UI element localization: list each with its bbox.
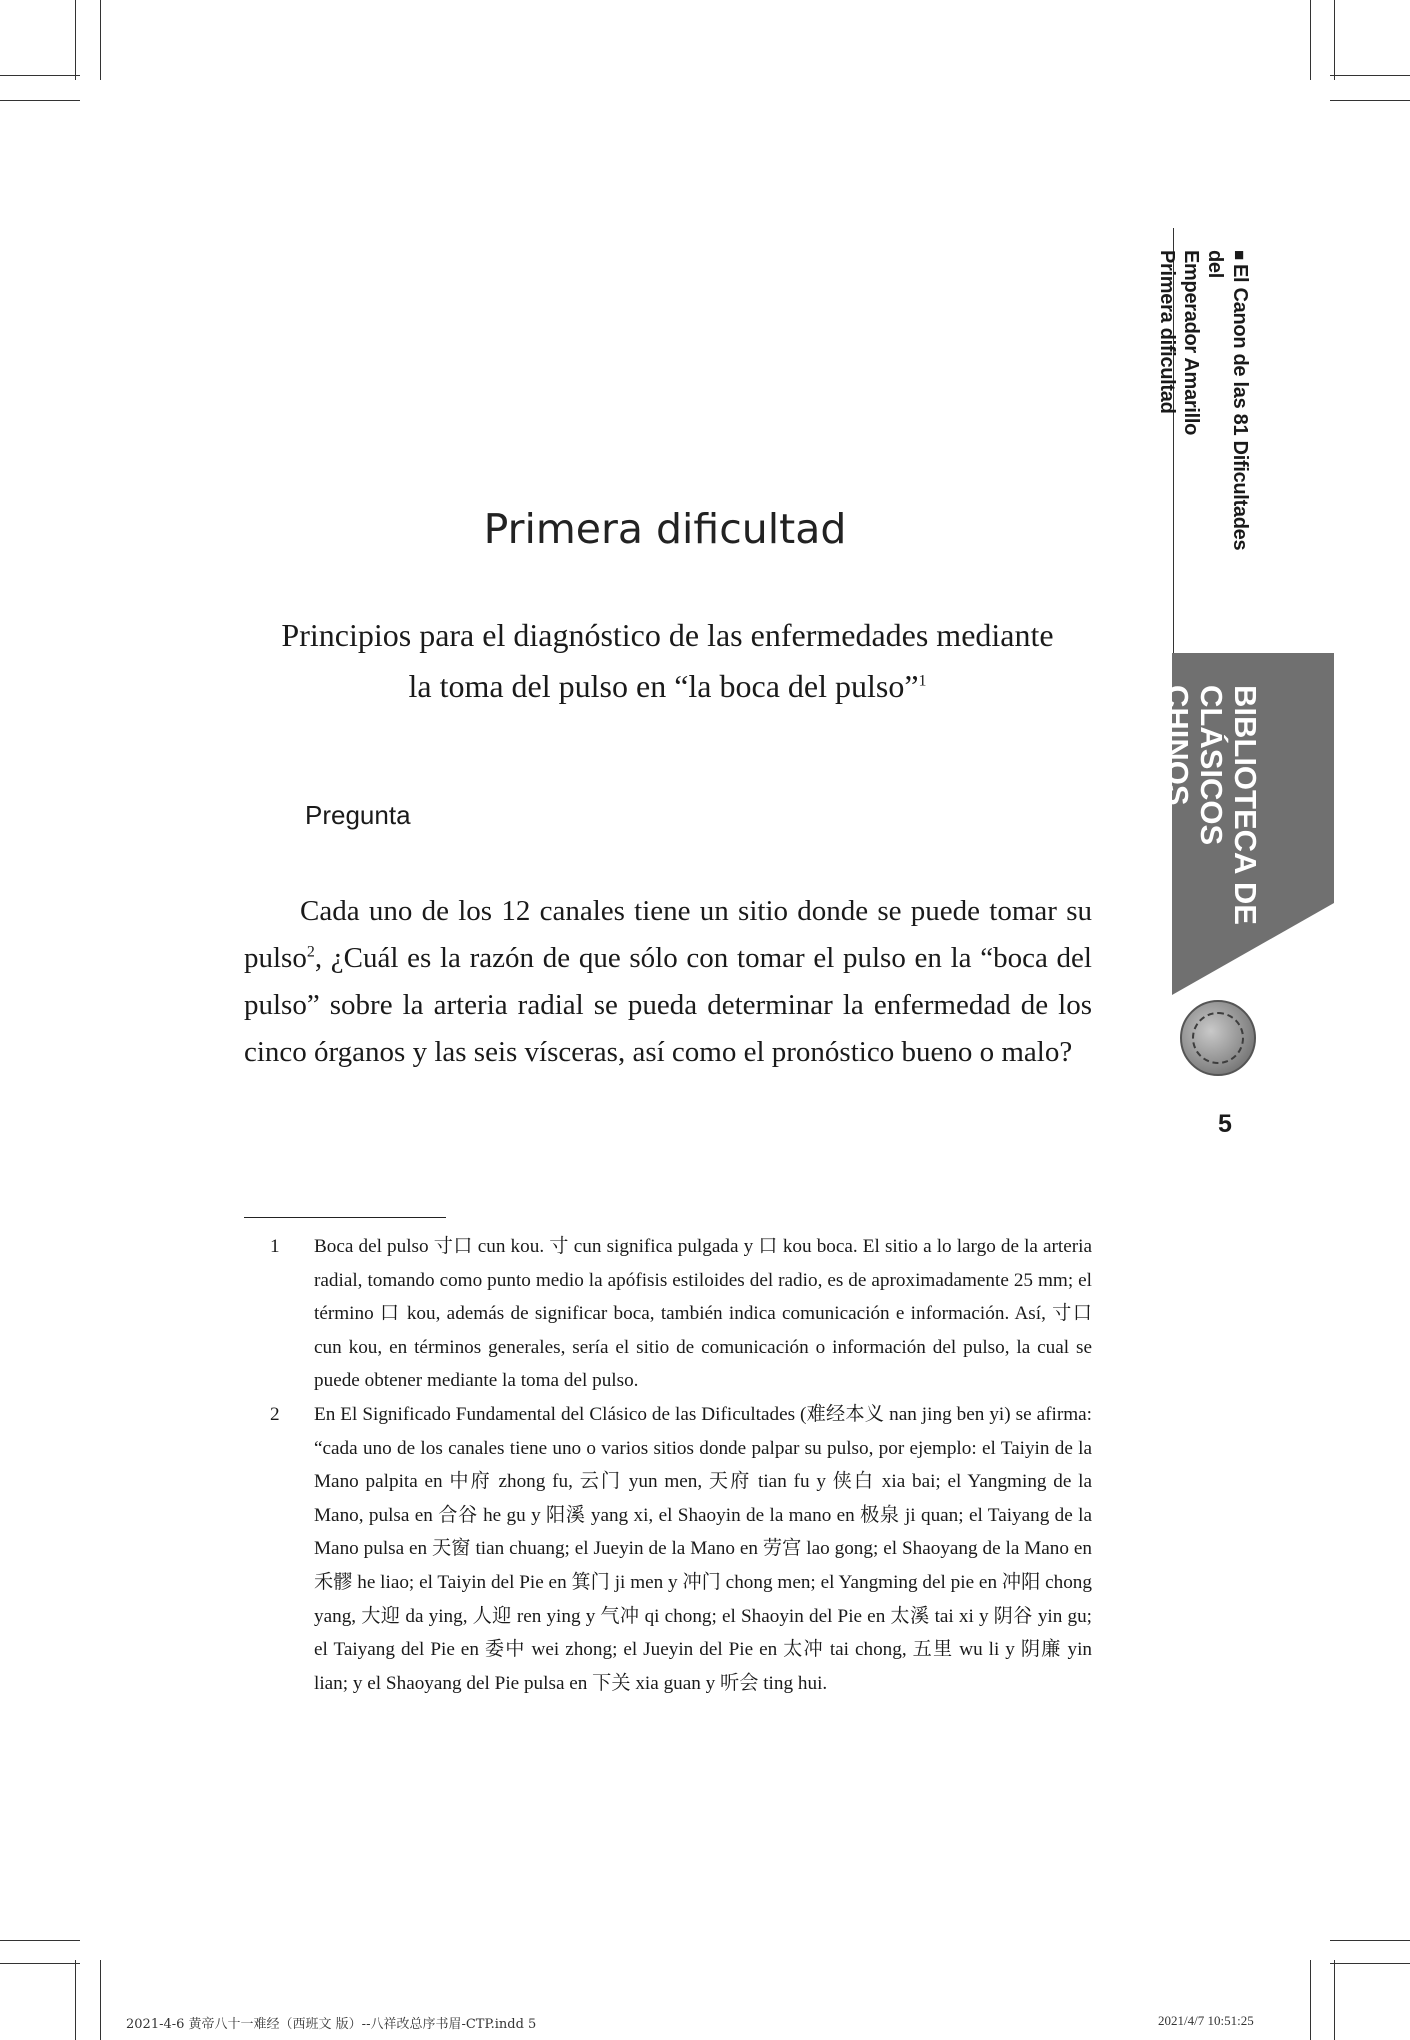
question-paragraph <box>244 888 1092 1076</box>
footnote-number: 2 <box>270 1404 280 1425</box>
crop-mark <box>0 1963 80 1964</box>
footnote <box>270 1398 1092 1700</box>
subtitle-line-text: la toma del pulso en “la boca del pulso” <box>408 668 919 704</box>
square-bullet-icon: ■ <box>1230 250 1249 260</box>
crop-mark <box>0 1940 80 1941</box>
seal-ring <box>1192 1012 1244 1064</box>
print-slug-file: 2021-4-6 黄帝八十一难经（西班文 版）--八祥改总序书眉-CTP.indd 5 <box>126 2017 537 2032</box>
paragraph-text: , ¿Cuál es la razón de que sólo con tomar el pulso en la “boca del pulso” sobre la arteria radial se pueda determinar la enfermedad de los cinco órganos y las seis vísceras, así como el pronóstico bueno o malo? <box>244 942 1092 1068</box>
crop-mark <box>1330 100 1410 101</box>
crop-mark <box>100 1960 101 2040</box>
footnote-text: En El Significado Fundamental del Clásico de las Dificultades (难经本义 nan jing ben yi) se afirma: “cada uno de los canales tiene uno o varios sitios donde palpar su pulso, por ejemplo: el Taiyin de la Mano palpita en 中府 zhong fu, 云门 yun men, 天府 tian fu y 侠白 xia bai; el Yangming de la Mano, pulsa en 合谷 he gu y 阳溪 yang xi, el Shaoyin de la mano en 极泉 ji quan; el Taiyang de la Mano pulsa en 天窗 tian chuang; el Jueyin de la Mano en 劳宫 lao gong; el Shaoyang de la Mano en 禾髎 he liao; el Taiyin del Pie en 箕门 ji men y 冲门 chong men; el Yangming del pie en 冲阳 chong yang, 大迎 da ying, 人迎 ren ying y 气冲 qi chong; el Shaoyin del Pie en 太溪 tai xi y 阴谷 yin gu; el Taiyang del Pie en 委中 wei zhong; el Jueyin del Pie en 太冲 tai chong, 五里 wu li y 阴廉 yin lian; y el Shaoyang del Pie pulsa en 下关 xia guan y 听会 ting hui. <box>314 1404 1092 1694</box>
footnote-number: 1 <box>270 1236 280 1257</box>
running-header-line-text: El Canon de las 81 Dificultades del <box>1204 250 1251 551</box>
chapter-title: Primera dificultad <box>483 505 847 553</box>
running-header-line: Emperador Amarillo <box>1180 250 1202 436</box>
chapter-subtitle <box>240 610 1095 712</box>
crop-mark <box>100 0 101 80</box>
crop-mark <box>1310 1960 1311 2040</box>
crop-mark <box>75 0 76 80</box>
footnote-rule <box>244 1217 446 1218</box>
subtitle-line <box>240 661 1095 712</box>
crop-mark <box>1330 75 1410 76</box>
crop-mark <box>75 1960 76 2040</box>
running-header <box>1156 250 1252 580</box>
crop-mark <box>1330 1940 1410 1941</box>
crop-mark <box>1310 0 1311 80</box>
crop-mark <box>1330 1963 1410 1964</box>
dragon-seal-icon <box>1180 1000 1256 1076</box>
section-label: Pregunta <box>305 800 411 830</box>
series-tab-text <box>1152 685 1262 945</box>
footnote <box>270 1230 1092 1398</box>
subtitle-line: Principios para el diagnóstico de las enfermedades mediante <box>281 617 1054 653</box>
running-header-text <box>1156 250 1252 580</box>
print-slug-timestamp: 2021/4/7 10:51:25 <box>1158 2013 1254 2028</box>
crop-mark <box>1334 1960 1335 2040</box>
running-header-line: Primera dificultad <box>1156 250 1178 414</box>
paragraph-text: Cada uno de los 12 canales tiene un sitio donde se puede tomar su pulso <box>244 895 1092 974</box>
page-number: 5 <box>1218 1110 1232 1138</box>
series-tab-line: BIBLIOTECA DE <box>1228 685 1263 925</box>
running-header-line <box>1203 250 1252 580</box>
crop-mark <box>1334 0 1335 80</box>
series-tab-line: CLÁSICOS CHINOS <box>1160 685 1229 846</box>
footnote-text: Boca del pulso 寸口 cun kou. 寸 cun significa pulgada y 口 kou boca. El sitio a lo largo de la arteria radial, tomando como punto medio la apófisis estiloides del radio, es de aproximadamente 25 mm; el término 口 kou, además de significar boca, también indica comunicación e información. Así, 寸口 cun kou, en términos generales, sería el sitio de comunicación o información del pulso, la cual se puede obtener mediante la toma del pulso. <box>314 1236 1092 1392</box>
crop-mark <box>0 100 80 101</box>
footnote-ref: 2 <box>306 943 315 961</box>
crop-mark <box>0 75 80 76</box>
footnote-ref: 1 <box>918 672 927 690</box>
